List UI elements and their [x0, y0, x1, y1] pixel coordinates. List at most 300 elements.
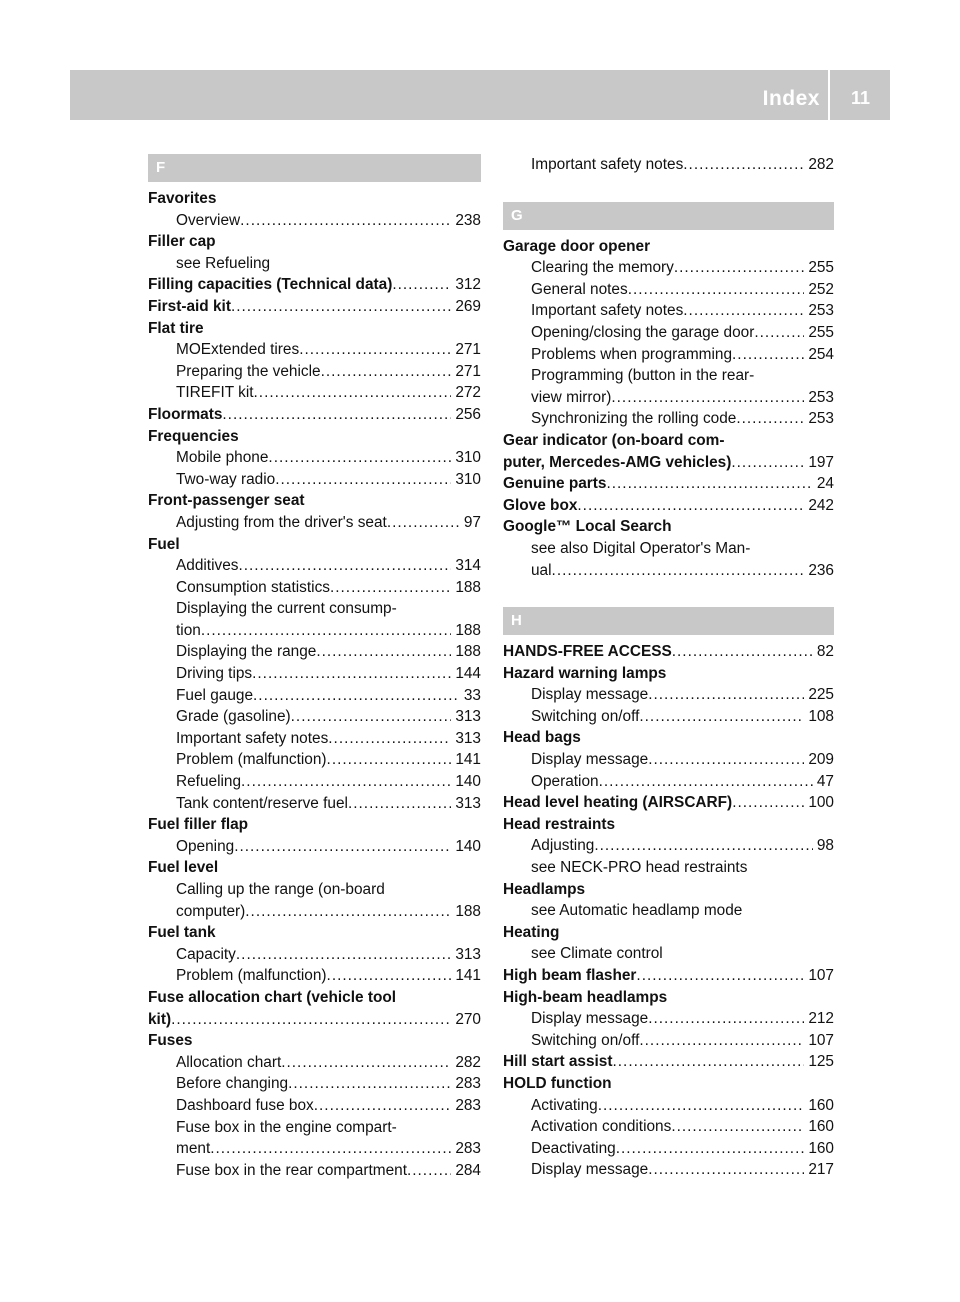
page-reference[interactable]: 238 — [455, 211, 481, 229]
index-subentry[interactable] — [148, 1160, 481, 1182]
dot-leader — [254, 382, 452, 404]
page-reference[interactable]: 140 — [455, 773, 481, 791]
entry-text: computer) — [176, 902, 246, 920]
index-heading — [503, 430, 834, 452]
index-heading — [148, 188, 481, 210]
subentry-text: Displaying the current consump- — [176, 600, 397, 618]
entry-text: Refueling — [176, 773, 242, 791]
index-subentry[interactable] — [148, 1073, 481, 1095]
dot-leader — [648, 1008, 804, 1030]
page-reference[interactable]: 160 — [808, 1118, 834, 1136]
index-subentry[interactable] — [148, 836, 481, 858]
page-reference[interactable]: 107 — [808, 1031, 834, 1049]
dot-leader — [201, 620, 451, 642]
entry-text: Before changing — [176, 1075, 289, 1093]
page-reference[interactable]: 188 — [455, 578, 481, 596]
entry-text: Fuse box in the rear compartment — [176, 1161, 407, 1179]
page-reference[interactable]: 314 — [455, 557, 481, 575]
dot-leader — [330, 577, 451, 599]
index-heading — [148, 426, 481, 448]
index-heading — [503, 663, 834, 685]
dot-leader — [314, 1095, 452, 1117]
index-subentry-text — [148, 879, 481, 901]
page-reference[interactable]: 283 — [455, 1140, 481, 1158]
index-heading — [503, 236, 834, 258]
index-subentry[interactable] — [148, 512, 481, 534]
index-main-entry[interactable] — [148, 274, 481, 296]
page-reference[interactable]: 253 — [808, 302, 834, 320]
dot-leader — [171, 1009, 451, 1031]
page-reference[interactable]: 282 — [455, 1053, 481, 1071]
heading-text: Headlamps — [503, 880, 586, 898]
dot-leader — [316, 641, 451, 663]
entry-text: Clearing the memory — [531, 259, 674, 277]
entry-text: Display message — [531, 1161, 649, 1179]
entry-text: Two-way radio — [176, 470, 276, 488]
page-reference[interactable]: 236 — [808, 561, 834, 579]
entry-text: Opening/closing the garage door — [531, 323, 755, 341]
page-reference[interactable]: 313 — [455, 729, 481, 747]
dot-leader — [241, 771, 451, 793]
index-subentry-text — [148, 1117, 481, 1139]
index-heading — [148, 534, 481, 556]
page-reference[interactable]: 24 — [816, 475, 834, 493]
index-heading — [503, 922, 834, 944]
page-reference[interactable]: 255 — [808, 259, 834, 277]
header-title: Index — [762, 87, 820, 110]
entry-text: Consumption statistics — [176, 578, 330, 596]
index-subentry[interactable] — [148, 210, 481, 232]
index-heading — [503, 1073, 834, 1095]
dot-leader — [628, 279, 805, 301]
dot-leader — [674, 257, 804, 279]
page-reference[interactable]: 254 — [808, 345, 834, 363]
page-reference[interactable]: 272 — [455, 384, 481, 402]
dot-leader — [648, 1159, 804, 1181]
dot-leader — [387, 512, 460, 534]
entry-text: kit) — [148, 1010, 172, 1028]
entry-text: Switching on/off — [531, 707, 640, 725]
entry-text: Dashboard fuse box — [176, 1096, 314, 1114]
dot-leader — [210, 1138, 451, 1160]
index-subentry[interactable] — [148, 771, 481, 793]
dot-leader — [245, 901, 451, 923]
entry-text: Operation — [531, 772, 599, 790]
page-reference[interactable]: 256 — [455, 405, 481, 423]
page-reference[interactable]: 270 — [455, 1010, 481, 1028]
page-reference[interactable]: 188 — [455, 902, 481, 920]
page-reference[interactable]: 188 — [455, 643, 481, 661]
index-main-entry[interactable] — [148, 404, 481, 426]
entry-text: Allocation chart — [176, 1053, 282, 1071]
index-subentry[interactable] — [503, 684, 834, 706]
dot-leader — [754, 322, 804, 344]
entry-text: Hill start assist — [503, 1053, 613, 1071]
page-reference[interactable]: 283 — [455, 1075, 481, 1093]
entry-text: Activation conditions — [531, 1118, 672, 1136]
index-heading — [503, 516, 834, 538]
index-subentry[interactable] — [503, 387, 834, 409]
index-subentry[interactable] — [148, 663, 481, 685]
entry-text: High beam flasher — [503, 967, 637, 984]
entry-text: Switching on/off — [531, 1031, 640, 1049]
dot-leader — [238, 555, 451, 577]
heading-text: Head bags — [503, 729, 581, 747]
page-reference[interactable]: 47 — [816, 772, 834, 790]
dot-leader — [275, 469, 451, 491]
index-heading — [148, 987, 481, 1009]
index-subentry[interactable] — [503, 344, 834, 366]
page-reference[interactable]: 271 — [455, 362, 481, 380]
entry-text: MOExtended tires — [176, 341, 300, 359]
dot-leader — [328, 728, 451, 750]
dot-leader — [268, 447, 451, 469]
dot-leader — [731, 452, 804, 474]
index-subentry[interactable] — [148, 1138, 481, 1160]
index-main-entry[interactable] — [148, 296, 481, 318]
entry-text: Deactivating — [531, 1139, 616, 1157]
entry-text: Adjusting from the driver's seat — [176, 513, 387, 531]
index-subentry[interactable] — [148, 382, 481, 404]
heading-text: Fuses — [148, 1032, 193, 1050]
index-main-entry[interactable] — [503, 495, 834, 517]
index-subentry[interactable] — [503, 1008, 834, 1030]
entry-text: Floormats — [148, 405, 223, 423]
index-main-entry[interactable] — [503, 1051, 834, 1073]
entry-text: Problem (malfunction) — [176, 967, 327, 985]
dot-leader — [636, 965, 804, 987]
subentry-text: Fuse box in the engine compart- — [176, 1118, 397, 1136]
page-reference[interactable]: 242 — [808, 496, 834, 514]
index-subentry[interactable] — [503, 1030, 834, 1052]
entry-text: Head level heating (AIRSCARF) — [503, 794, 733, 812]
dot-leader — [240, 210, 451, 232]
index-subentry-text — [503, 857, 834, 879]
page-reference[interactable]: 313 — [455, 708, 481, 726]
entry-text: Glove box — [503, 496, 578, 514]
dot-leader — [613, 1051, 805, 1073]
index-subentry[interactable] — [148, 749, 481, 771]
page-reference[interactable]: 283 — [455, 1096, 481, 1114]
entry-text: Important safety notes — [531, 156, 684, 173]
index-subentry[interactable] — [148, 641, 481, 663]
page-reference[interactable]: 255 — [808, 323, 834, 341]
entry-text: HANDS-FREE ACCESS — [503, 643, 672, 661]
dot-leader — [732, 344, 804, 366]
dot-leader — [327, 749, 452, 771]
entry-text: Additives — [176, 557, 239, 575]
index-subentry[interactable] — [503, 835, 834, 857]
dot-leader — [648, 749, 804, 771]
page-reference[interactable]: 313 — [455, 945, 481, 963]
index-heading — [148, 922, 481, 944]
index-subentry[interactable] — [503, 279, 834, 301]
dot-leader — [671, 1116, 804, 1138]
dot-leader — [321, 361, 452, 383]
dot-leader — [577, 495, 804, 517]
entry-text: ment — [176, 1140, 211, 1158]
index-subentry[interactable] — [148, 901, 481, 923]
page-reference[interactable]: 141 — [455, 751, 481, 769]
index-subentry[interactable] — [148, 577, 481, 599]
subentry-text: Programming (button in the rear- — [531, 367, 755, 385]
index-main-entry[interactable] — [503, 452, 834, 474]
index-column-right — [503, 154, 834, 1181]
index-subentry-text — [148, 598, 481, 620]
dot-leader — [348, 793, 451, 815]
page-reference[interactable]: 217 — [808, 1161, 834, 1179]
heading-text: Gear indicator (on-board com- — [503, 431, 725, 449]
entry-text: First-aid kit — [148, 297, 231, 315]
index-heading — [503, 727, 834, 749]
page-reference[interactable]: 144 — [455, 665, 481, 683]
heading-text: Frequencies — [148, 427, 239, 445]
subentry-text: see NECK-PRO head restraints — [531, 859, 748, 877]
entry-text: Important safety notes — [531, 302, 684, 320]
heading-text: Fuel level — [148, 859, 219, 877]
heading-text: Flat tire — [148, 319, 204, 337]
index-subentry[interactable] — [148, 447, 481, 469]
index-subentry[interactable] — [148, 706, 481, 728]
index-subentry[interactable] — [503, 706, 834, 728]
index-subentry[interactable] — [503, 322, 834, 344]
index-subentry[interactable] — [503, 1095, 834, 1117]
index-subentry[interactable] — [503, 1159, 834, 1181]
dot-leader — [234, 836, 451, 858]
dot-leader — [222, 404, 451, 426]
page-reference[interactable]: 271 — [455, 341, 481, 359]
index-subentry[interactable] — [148, 793, 481, 815]
dot-leader — [648, 684, 804, 706]
index-subentry[interactable] — [148, 728, 481, 750]
heading-text: Front-passenger seat — [148, 492, 305, 510]
index-subentry[interactable] — [503, 560, 834, 582]
index-subentry-text — [148, 253, 481, 275]
index-heading — [148, 318, 481, 340]
index-subentry[interactable] — [148, 944, 481, 966]
entry-text: Adjusting — [531, 837, 595, 855]
heading-text: Fuel tank — [148, 924, 216, 942]
page-reference[interactable]: 284 — [455, 1161, 481, 1179]
page-reference[interactable]: 310 — [455, 470, 481, 488]
entry-text: Grade (gasoline) — [176, 708, 291, 726]
index-heading — [148, 490, 481, 512]
entry-text: Fuel gauge — [176, 686, 254, 704]
page-reference[interactable]: 197 — [808, 453, 834, 471]
page-number: 11 — [850, 88, 870, 108]
heading-text: Fuel filler flap — [148, 816, 249, 834]
entry-text: Problem (malfunction) — [176, 751, 327, 769]
entry-text: Display message — [531, 686, 649, 704]
page-reference[interactable]: 252 — [808, 280, 834, 298]
heading-text: Heating — [503, 923, 560, 941]
dot-leader — [611, 387, 804, 409]
dot-leader — [672, 641, 813, 663]
page-reference[interactable]: 253 — [808, 410, 834, 428]
index-heading — [503, 879, 834, 901]
section-letter-bar: G — [503, 202, 834, 230]
entry-text: Opening — [176, 837, 235, 855]
page-reference[interactable]: 225 — [808, 686, 834, 704]
entry-text: Preparing the vehicle — [176, 362, 321, 380]
subentry-text: see also Digital Operator's Man- — [531, 539, 751, 557]
index-subentry-text — [503, 538, 834, 560]
dot-leader — [599, 771, 813, 793]
dot-leader — [606, 473, 812, 495]
dot-leader — [392, 274, 451, 296]
dot-leader — [252, 663, 451, 685]
page-reference[interactable]: 98 — [816, 837, 834, 855]
header-divider — [828, 70, 830, 120]
entry-text: TIREFIT kit — [176, 384, 254, 402]
dot-leader — [616, 1138, 805, 1160]
dot-leader — [291, 706, 452, 728]
dot-leader — [552, 560, 805, 582]
index-subentry[interactable] — [148, 685, 481, 707]
index-heading — [503, 814, 834, 836]
subentry-text: see Refueling — [176, 254, 271, 272]
dot-leader — [639, 1030, 804, 1052]
subentry-text: Calling up the range (on-board — [176, 881, 385, 898]
index-subentry[interactable] — [503, 1138, 834, 1160]
index-subentry[interactable] — [148, 361, 481, 383]
subentry-text: see Climate control — [531, 945, 663, 963]
index-heading — [503, 987, 834, 1009]
heading-text: Filler cap — [148, 233, 216, 251]
index-subentry[interactable] — [148, 620, 481, 642]
dot-leader — [598, 1095, 805, 1117]
dot-leader — [683, 300, 804, 322]
index-subentry[interactable] — [503, 771, 834, 793]
entry-text: Display message — [531, 751, 649, 769]
entry-text: Tank content/reserve fuel — [176, 794, 348, 812]
page-reference[interactable]: 310 — [455, 449, 481, 467]
entry-text: Displaying the range — [176, 643, 317, 661]
index-subentry[interactable] — [148, 1095, 481, 1117]
entry-text: Problems when programming — [531, 345, 733, 363]
page-reference[interactable]: 82 — [816, 643, 834, 661]
entry-text: Genuine parts — [503, 475, 607, 493]
index-heading — [148, 857, 481, 879]
index-subentry[interactable] — [503, 1116, 834, 1138]
entry-text: ual — [531, 561, 552, 579]
entry-text: Synchronizing the rolling code — [531, 410, 737, 428]
page-reference[interactable]: 212 — [808, 1010, 834, 1028]
dot-leader — [639, 706, 804, 728]
heading-text: Head restraints — [503, 815, 616, 833]
index-subentry-text — [503, 943, 834, 965]
entry-text: tion — [176, 621, 201, 639]
page-reference[interactable]: 140 — [455, 837, 481, 855]
page-reference[interactable]: 312 — [455, 276, 481, 294]
entry-text: Activating — [531, 1096, 598, 1114]
index-subentry[interactable] — [503, 257, 834, 279]
dot-leader — [231, 296, 451, 318]
heading-text: Fuse allocation chart (vehicle tool — [148, 988, 397, 1006]
section-letter-bar: H — [503, 607, 834, 635]
dot-leader — [327, 965, 452, 987]
page-reference[interactable]: 282 — [808, 156, 834, 173]
index-main-entry[interactable] — [503, 965, 834, 987]
index-column-left — [148, 154, 481, 1181]
index-subentry[interactable] — [148, 555, 481, 577]
entry-text: view mirror) — [531, 388, 612, 406]
index-main-entry[interactable] — [503, 473, 834, 495]
index-heading — [148, 814, 481, 836]
index-main-entry[interactable] — [503, 641, 834, 663]
dot-leader — [736, 408, 804, 430]
dot-leader — [253, 685, 460, 707]
index-subentry[interactable] — [503, 408, 834, 430]
heading-text: Favorites — [148, 190, 217, 207]
entry-text: Mobile phone — [176, 449, 269, 467]
page-reference[interactable]: 209 — [808, 751, 834, 769]
page-reference[interactable]: 100 — [808, 794, 834, 812]
page-reference[interactable]: 108 — [808, 707, 834, 725]
entry-text: Important safety notes — [176, 729, 329, 747]
entry-text: Overview — [176, 211, 241, 229]
index-subentry[interactable] — [503, 749, 834, 771]
index-subentry-text — [503, 900, 834, 922]
entry-text: Display message — [531, 1010, 649, 1028]
page-reference[interactable]: 107 — [808, 967, 834, 984]
index-main-entry[interactable] — [148, 1009, 481, 1031]
entry-text: Driving tips — [176, 665, 253, 683]
index-subentry[interactable] — [148, 1052, 481, 1074]
dot-leader — [281, 1052, 451, 1074]
index-subentry[interactable] — [148, 965, 481, 987]
entry-text: Capacity — [176, 945, 236, 963]
entry-text: Filling capacities (Technical data) — [148, 276, 393, 294]
dot-leader — [732, 792, 804, 814]
section-letter-bar: F — [148, 154, 481, 182]
page-reference[interactable]: 141 — [455, 967, 481, 985]
heading-text: Garage door opener — [503, 237, 651, 255]
page-reference[interactable]: 253 — [808, 388, 834, 406]
index-subentry[interactable] — [503, 154, 834, 176]
page-reference[interactable]: 97 — [463, 513, 481, 531]
entry-text: General notes — [531, 280, 628, 298]
page-reference[interactable]: 269 — [455, 297, 481, 315]
subentry-text: see Automatic headlamp mode — [531, 902, 743, 920]
index-subentry[interactable] — [148, 469, 481, 491]
entry-text: puter, Mercedes-AMG vehicles) — [503, 453, 732, 471]
heading-text: Fuel — [148, 535, 180, 553]
index-heading — [148, 1030, 481, 1052]
page-reference[interactable]: 313 — [455, 794, 481, 812]
heading-text: High-beam headlamps — [503, 988, 668, 1006]
dot-leader — [236, 944, 451, 966]
index-subentry-text — [503, 365, 834, 387]
dot-leader — [288, 1073, 451, 1095]
index-main-entry[interactable] — [503, 792, 834, 814]
heading-text: HOLD function — [503, 1074, 612, 1092]
page-reference[interactable]: 160 — [808, 1139, 834, 1157]
dot-leader — [683, 154, 804, 176]
index-subentry[interactable] — [148, 339, 481, 361]
page-reference[interactable]: 125 — [808, 1053, 834, 1071]
page-header — [70, 70, 890, 120]
page-reference[interactable]: 160 — [808, 1096, 834, 1114]
dot-leader — [594, 835, 813, 857]
index-subentry[interactable] — [503, 300, 834, 322]
dot-leader — [299, 339, 451, 361]
heading-text: Google™ Local Search — [503, 518, 672, 536]
heading-text: Hazard warning lamps — [503, 664, 667, 682]
page-reference[interactable]: 188 — [455, 621, 481, 639]
page-reference[interactable]: 33 — [463, 686, 481, 704]
index-heading — [148, 231, 481, 253]
